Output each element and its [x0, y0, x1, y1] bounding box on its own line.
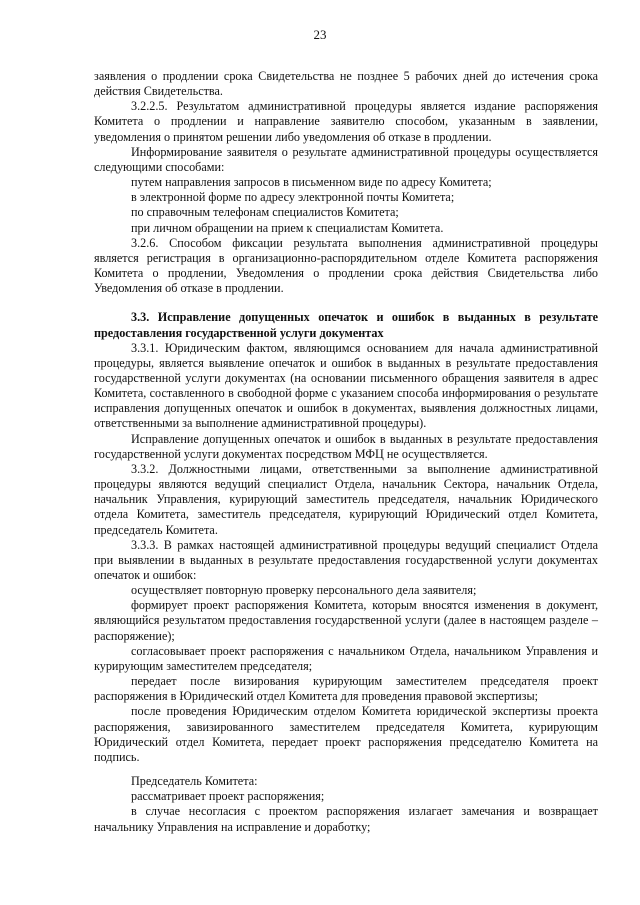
document-body: [94, 69, 598, 835]
list-item: в случае несогласия с проектом распоряжения излагает замечания и возвращает начальнику Управления на исправление и доработку;: [94, 804, 598, 834]
list-item: рассматривает проект распоряжения;: [131, 789, 325, 804]
paragraph: Исправление допущенных опечаток и ошибок в выданных в результате предоставления государственной услуги документах посредством МФЦ не осуществляется.: [94, 431, 598, 461]
paragraph: Информирование заявителя о результате административной процедуры осуществляется следующими способами:: [94, 144, 598, 174]
paragraph: 3.2.2.5. Результатом административной процедуры является издание распоряжения Комитета о продлении и направление заявителю способом, указанным в заявлении, уведомления о принятом решении либо уведомления об отказе в продлении.: [94, 99, 598, 144]
paragraph: 3.2.6. Способом фиксации результата выполнения административной процедуры является регистрация в организационно-распорядительном отделе Комитета распоряжения Комитета о продлении, Уведомления о продлении срока действия Свидетельства либо Уведомления об отказе в продлении.: [94, 235, 598, 296]
list-item: передает после визирования курирующим заместителем председателя проект распоряжения в Юридический отдел Комитета для проведения правовой экспертизы;: [94, 674, 598, 704]
section-heading: 3.3. Исправление допущенных опечаток и ошибок в выданных в результате предоставления государственной услуги документах: [94, 310, 598, 340]
list-item: формирует проект распоряжения Комитета, которым вносятся изменения в документ, являющийся результатом предоставления государственной услуги (далее в настоящем разделе – распоряжение);: [94, 598, 598, 643]
paragraph: 3.3.3. В рамках настоящей административной процедуры ведущий специалист Отдела при выявлении в выданных в результате предоставления государственной услуги документах опечаток и ошибок:: [94, 537, 598, 582]
list-item: после проведения Юридическим отделом Комитета юридической экспертизы проекта распоряжения, завизированного заместителем председателя Комитета, курирующим Юридический отдел Комитета, передает проект распоряжения председателю Комитета на подпись.: [94, 704, 598, 764]
paragraph: 3.3.1. Юридическим фактом, являющимся основанием для начала административной процедуры, является выявление опечаток и ошибок в выданных в результате предоставления государственной услуги документах (на основании письменного обращения заявителя в адрес Комитета, составленного в свободной форме с указанием способа информирования о результате исправления допущенных опечаток и ошибок в документах, выявления должностных лицами, ответственными за выполнение административной процедуры).: [94, 340, 598, 431]
page-number: 23: [313, 27, 327, 42]
paragraph: заявления о продлении срока Свидетельства не позднее 5 рабочих дней до истечения срока действия Свидетельства.: [94, 69, 598, 99]
list-item: согласовывает проект распоряжения с начальником Отдела, начальником Управления и курирующим заместителем председателя;: [94, 643, 598, 673]
paragraph: Председатель Комитета:: [131, 774, 258, 789]
list-item: при личном обращении на прием к специалистам Комитета.: [131, 220, 444, 235]
list-item: путем направления запросов в письменном виде по адресу Комитета;: [131, 175, 492, 190]
list-item: в электронной форме по адресу электронной почты Комитета;: [131, 190, 455, 205]
list-item: по справочным телефонам специалистов Комитета;: [131, 205, 399, 220]
paragraph: 3.3.2. Должностными лицами, ответственными за выполнение административной процедуры являются ведущий специалист Отдела, начальник Сектора, начальник Отдела, начальник Управления, курирующий заместитель председателя, начальник Юридического отдела Комитета, заместитель председателя, курирующий Юридический отдел Комитета, председатель Комитета.: [94, 461, 598, 537]
list-item: осуществляет повторную проверку персонального дела заявителя;: [131, 583, 477, 598]
